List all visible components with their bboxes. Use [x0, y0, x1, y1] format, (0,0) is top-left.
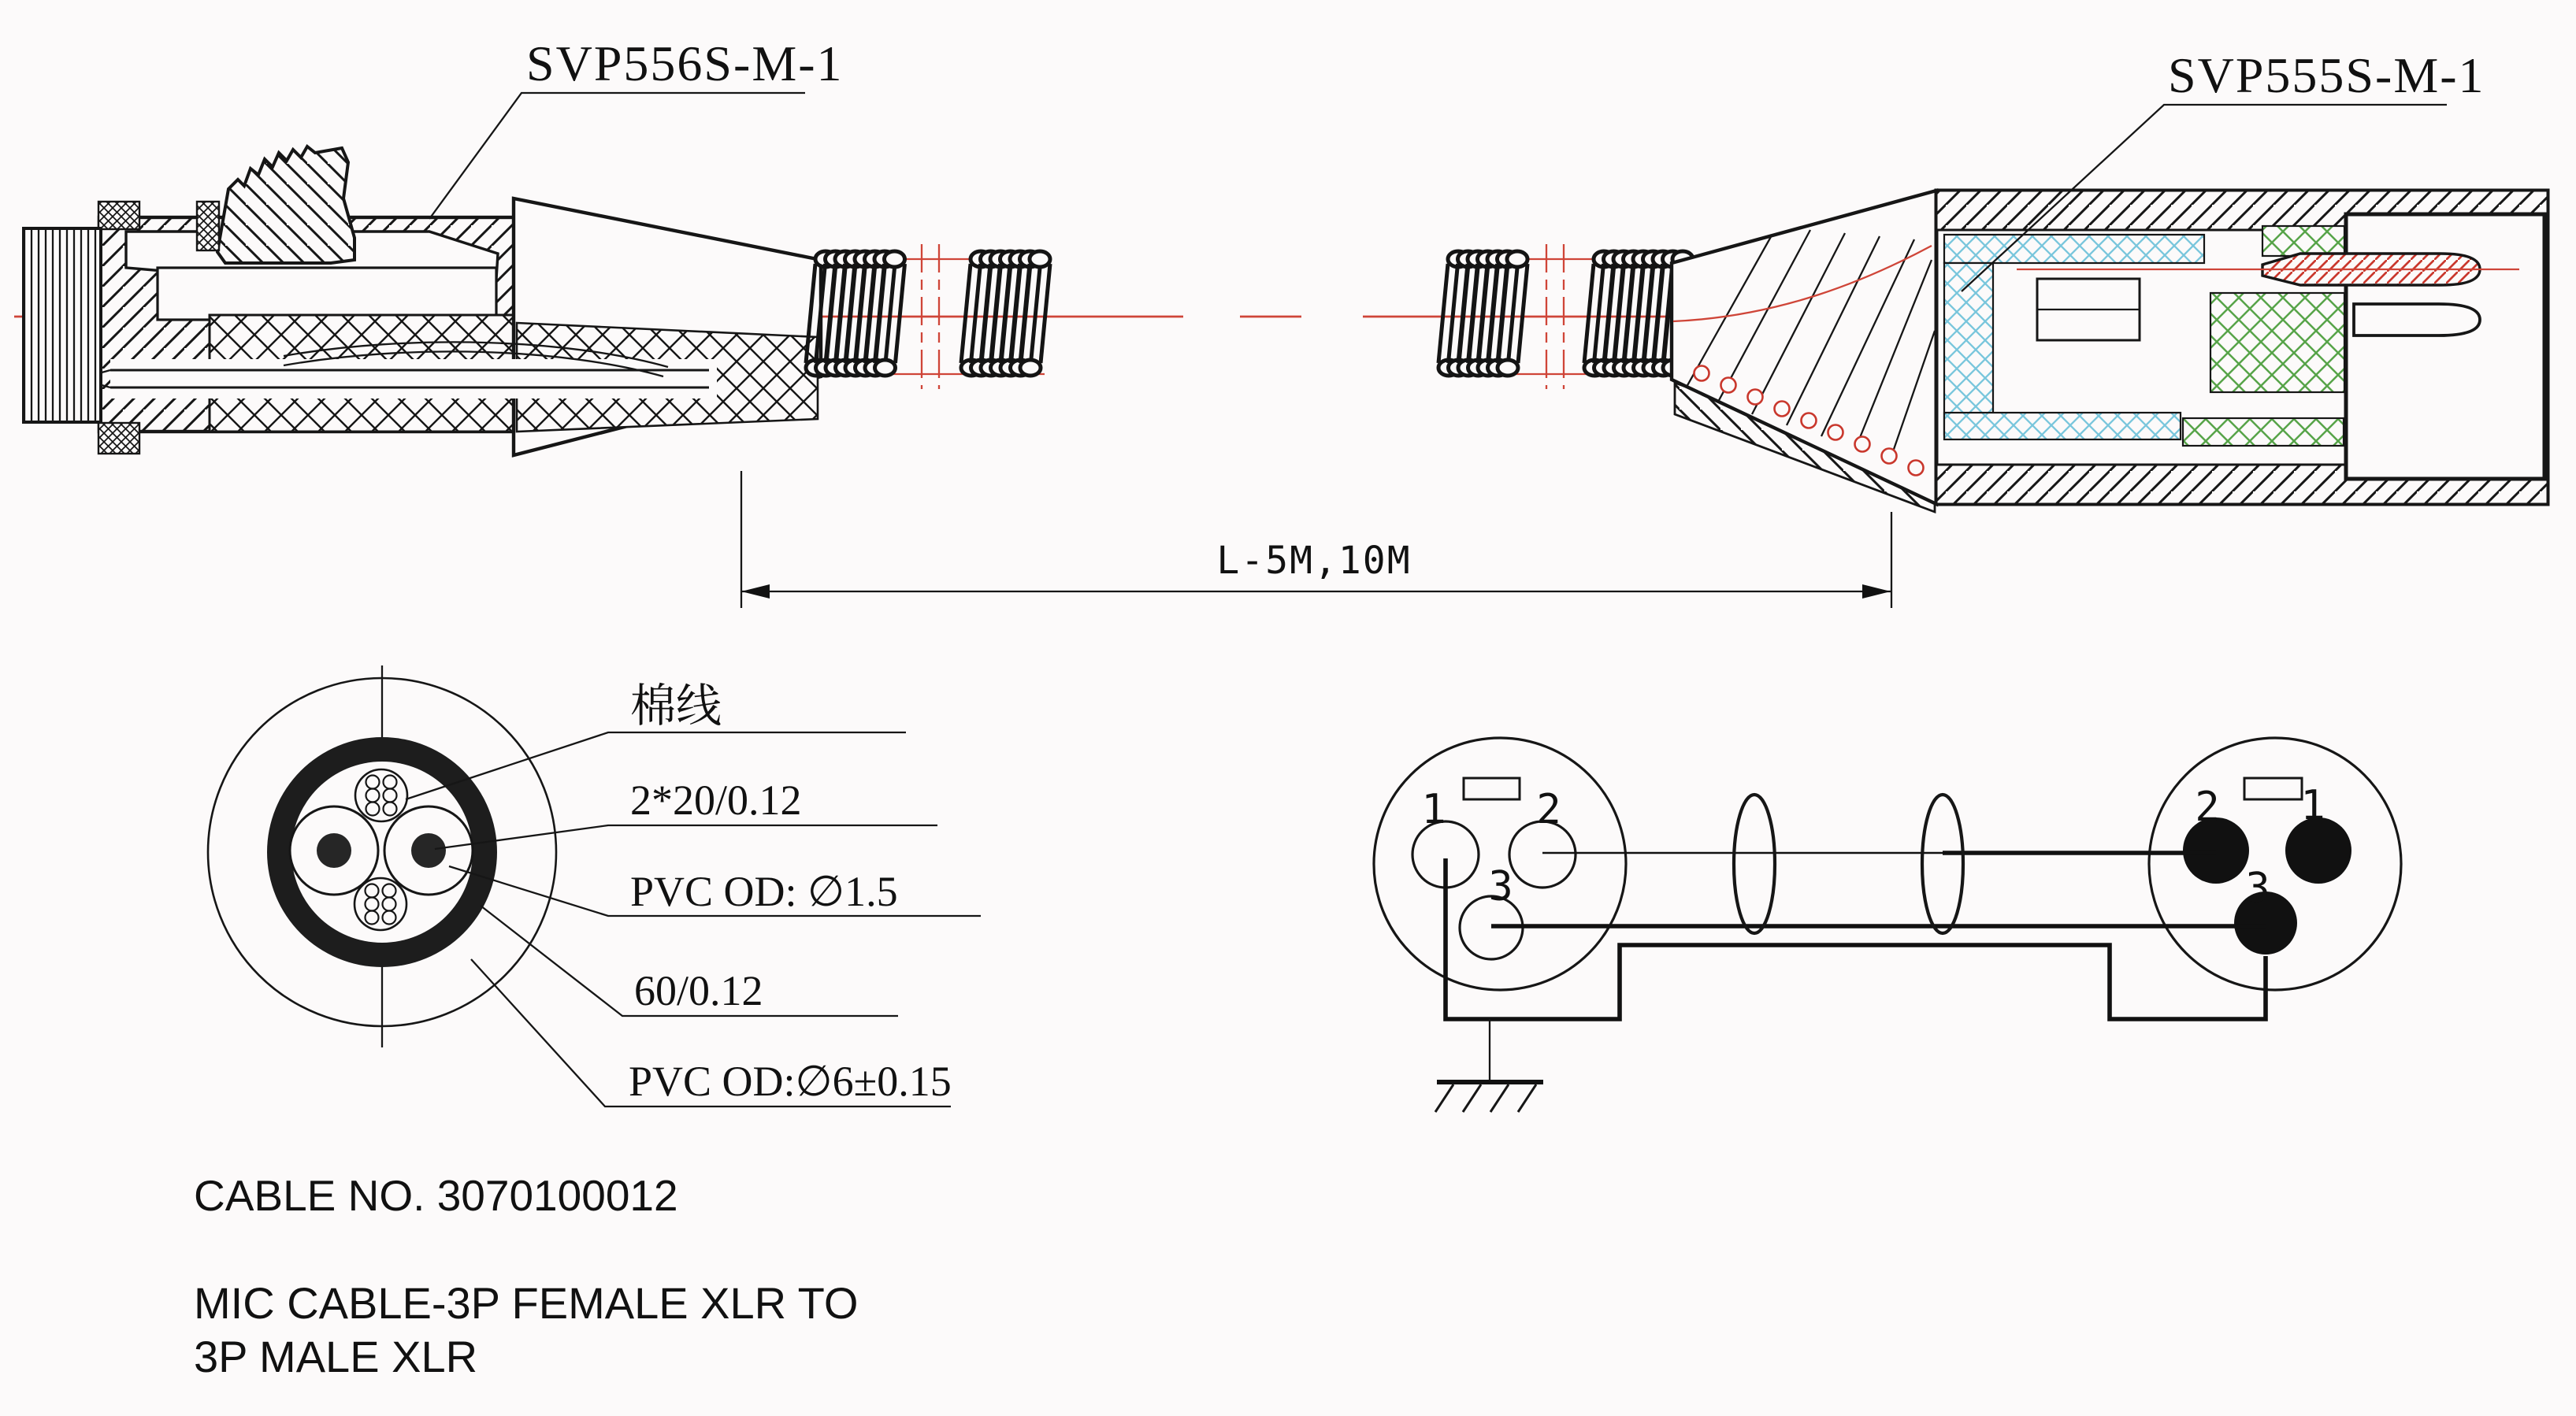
- length-dimension: [741, 471, 1891, 608]
- callout-left: [429, 35, 844, 219]
- ground-symbol: [1435, 1019, 1543, 1112]
- dimension-arrow-right: [1862, 584, 1891, 599]
- male-pin-2-label: 2: [2195, 784, 2220, 831]
- cotton-filler-bottom: [354, 878, 406, 930]
- length-dimension-text: L-5M,10M: [1216, 539, 1412, 583]
- female-latch-slot: [1464, 778, 1520, 799]
- female-pin-2-label: 2: [1536, 786, 1561, 833]
- label-conductor: [435, 777, 937, 849]
- cable-number-text: CABLE NO. 3070100012: [194, 1171, 678, 1220]
- latch-lever: [217, 146, 354, 263]
- conductor-right: [384, 806, 473, 895]
- female-xlr-connector-cutaway: [24, 146, 821, 455]
- schematic-wires: [1446, 853, 2266, 1019]
- dimension-arrow-left: [741, 584, 770, 599]
- male-xlr-connector-cutaway: [1672, 191, 2548, 512]
- female-pin-3-label: 3: [1488, 863, 1513, 910]
- male-pin-1-label: 1: [2300, 782, 2325, 829]
- wiring-schematic: [1374, 738, 2401, 1112]
- right-connector-part-number: SVP555S-M-1: [2168, 47, 2485, 103]
- description-line-2: 3P MALE XLR: [194, 1332, 478, 1381]
- coil-group-2: [961, 251, 1050, 376]
- shield-bus: [1446, 858, 2266, 1019]
- left-connector-part-number: SVP556S-M-1: [526, 35, 844, 91]
- label-shield: [481, 906, 898, 1016]
- title-notes: [194, 1171, 858, 1381]
- cable-loop-2: [1922, 795, 1963, 933]
- coil-group-3: [1438, 251, 1527, 376]
- contact-bracket: [2037, 279, 2140, 340]
- conductor-insulation-text: PVC OD: ∅1.5: [630, 868, 898, 915]
- description-line-1: MIC CABLE-3P FEMALE XLR TO: [194, 1278, 859, 1328]
- cable-loop-1: [1734, 795, 1775, 933]
- outer-jacket-text: PVC OD:∅6±0.15: [629, 1058, 952, 1105]
- label-conductor-insulation: [449, 866, 981, 916]
- conductor-text: 2*20/0.12: [630, 777, 802, 824]
- male-latch-slot: [2244, 778, 2302, 799]
- shield-text: 60/0.12: [634, 967, 763, 1014]
- male-pin-3-label: 3: [2245, 865, 2270, 912]
- female-pin-1-label: 1: [1421, 786, 1446, 833]
- conductor-left: [290, 806, 378, 895]
- male-pin-2-section: [2354, 304, 2480, 335]
- cotton-filler-top: [355, 769, 407, 821]
- cable-cross-section: [208, 665, 981, 1106]
- cotton-thread-text: 棉线: [630, 680, 722, 732]
